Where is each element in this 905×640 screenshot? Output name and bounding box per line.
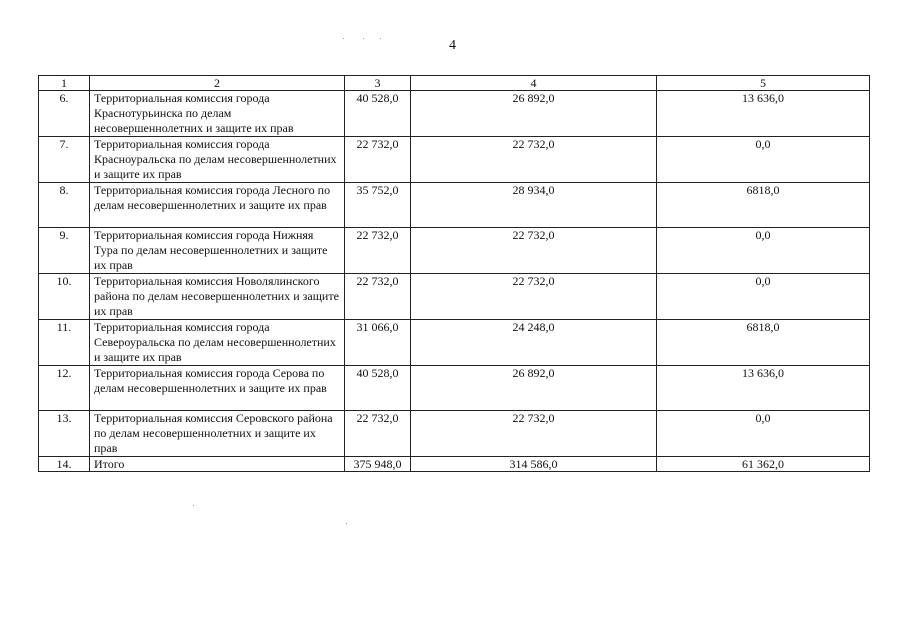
amount-col-3: 22 732,0 xyxy=(345,274,411,320)
table-row xyxy=(39,366,870,411)
amount-col-5: 6818,0 xyxy=(657,183,870,228)
commission-name: Территориальная комиссия Серовского района по делам несовершеннолетних и защите их прав xyxy=(90,411,345,457)
amount-col-3: 22 732,0 xyxy=(345,228,411,274)
total-col-5: 61 362,0 xyxy=(657,457,870,472)
amount-col-3: 22 732,0 xyxy=(345,411,411,457)
amount-col-4: 22 732,0 xyxy=(411,411,657,457)
total-row-number: 14. xyxy=(39,457,90,472)
amount-col-5: 13 636,0 xyxy=(657,91,870,137)
table-row xyxy=(39,137,870,183)
amount-col-5: 0,0 xyxy=(657,228,870,274)
column-header-4: 4 xyxy=(411,76,657,91)
commission-name: Территориальная комиссия Новолялинского района по делам несовершеннолетних и защите их прав xyxy=(90,274,345,320)
page-number: 4 xyxy=(449,38,456,53)
column-header-2: 2 xyxy=(90,76,345,91)
table-row xyxy=(39,91,870,137)
scan-speck xyxy=(343,38,344,39)
commission-name: Территориальная комиссия города Нижняя Тура по делам несовершеннолетних и защите их прав xyxy=(90,228,345,274)
amount-col-3: 22 732,0 xyxy=(345,137,411,183)
amount-col-3: 31 066,0 xyxy=(345,320,411,366)
row-number: 10. xyxy=(39,274,90,320)
total-label: Итого xyxy=(90,457,345,472)
table-row xyxy=(39,320,870,366)
row-number: 9. xyxy=(39,228,90,274)
table-row xyxy=(39,183,870,228)
commission-name: Территориальная комиссия города Североуральска по делам несовершеннолетних и защите их прав xyxy=(90,320,345,366)
scan-speck xyxy=(193,505,194,506)
amount-col-4: 28 934,0 xyxy=(411,183,657,228)
table-row xyxy=(39,411,870,457)
amount-col-3: 40 528,0 xyxy=(345,91,411,137)
row-number: 7. xyxy=(39,137,90,183)
row-number: 8. xyxy=(39,183,90,228)
commission-name: Территориальная комиссия города Краснотурьинска по делам несовершеннолетних и защите их прав xyxy=(90,91,345,137)
scan-speck xyxy=(380,38,381,39)
commission-name: Территориальная комиссия города Красноуральска по делам несовершеннолетних и защите их прав xyxy=(90,137,345,183)
column-header-3: 3 xyxy=(345,76,411,91)
commission-name: Территориальная комиссия города Лесного по делам несовершеннолетних и защите их прав xyxy=(90,183,345,228)
commission-name: Территориальная комиссия города Серова по делам несовершеннолетних и защите их прав xyxy=(90,366,345,411)
amount-col-3: 40 528,0 xyxy=(345,366,411,411)
column-header-5: 5 xyxy=(657,76,870,91)
amount-col-4: 22 732,0 xyxy=(411,274,657,320)
row-number: 13. xyxy=(39,411,90,457)
amount-col-4: 26 892,0 xyxy=(411,366,657,411)
amount-col-4: 24 248,0 xyxy=(411,320,657,366)
amount-col-3: 35 752,0 xyxy=(345,183,411,228)
amount-col-5: 0,0 xyxy=(657,274,870,320)
column-header-1: 1 xyxy=(39,76,90,91)
total-col-4: 314 586,0 xyxy=(411,457,657,472)
amount-col-4: 26 892,0 xyxy=(411,91,657,137)
amount-col-4: 22 732,0 xyxy=(411,228,657,274)
scan-speck xyxy=(363,38,364,39)
table-row xyxy=(39,274,870,320)
total-row xyxy=(39,457,870,472)
amount-col-5: 0,0 xyxy=(657,137,870,183)
row-number: 11. xyxy=(39,320,90,366)
scan-speck xyxy=(346,523,347,524)
amount-col-5: 0,0 xyxy=(657,411,870,457)
amount-col-5: 13 636,0 xyxy=(657,366,870,411)
budget-table xyxy=(38,75,870,472)
table-header-row xyxy=(39,76,870,91)
table-row xyxy=(39,228,870,274)
amount-col-5: 6818,0 xyxy=(657,320,870,366)
row-number: 12. xyxy=(39,366,90,411)
amount-col-4: 22 732,0 xyxy=(411,137,657,183)
row-number: 6. xyxy=(39,91,90,137)
total-col-3: 375 948,0 xyxy=(345,457,411,472)
